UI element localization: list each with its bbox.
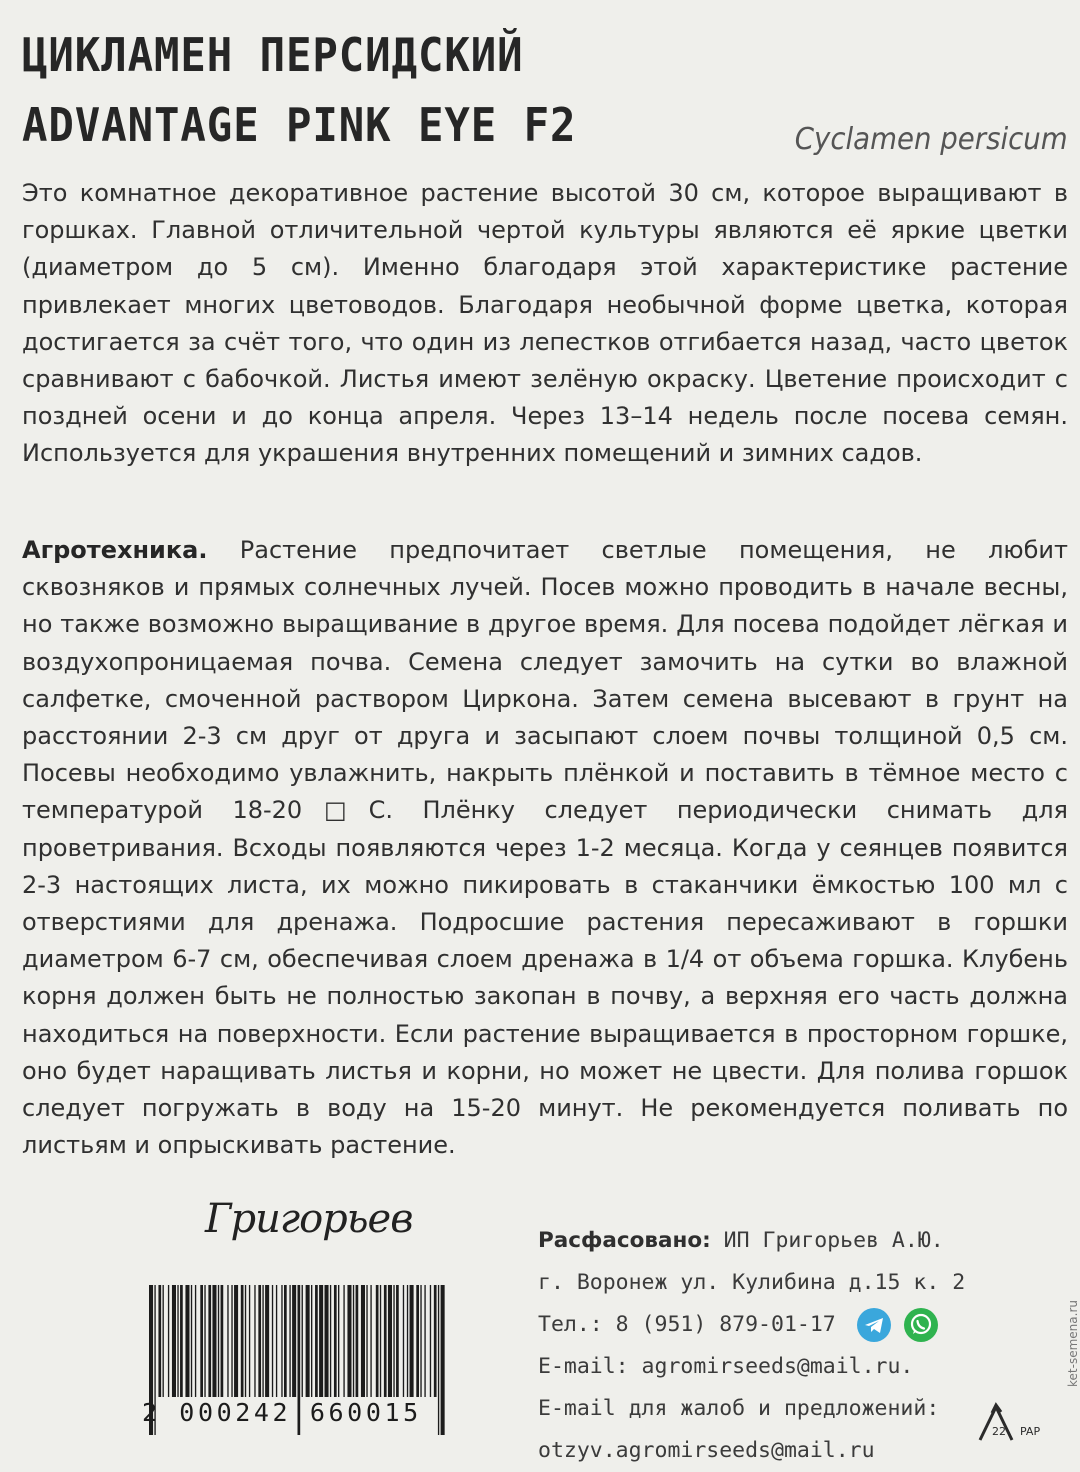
latin-name: Cyclamen persicum — [795, 122, 1068, 157]
barcode-bar — [292, 1285, 296, 1397]
barcode-bar — [407, 1285, 408, 1397]
barcode-bar — [234, 1285, 238, 1397]
agrotechnics-text: Растение предпочитает светлые помещения, не любит сквозняков и прямых солнечных лучей. Посев можно проводить в начале весны, но также возможно выращивание в другое время. Для посева подойдет лёгкая и воздухопроницаемая почва. Семена следует замочить на сутки во влажной салфетке, смоченной раствором Циркона. Затем семена высевают в грунт на расстоянии 2-3 см друг от друга и засыпают слоем почвы толщиной 0,5 см. Посевы необходимо увлажнить, накрыть плёнкой и поставить в тёмное место с температурой 18-20□С. Плёнку следует периодически снимать для проветривания. Всходы появляются через 1-2 месяца. Когда у сеянцев появится 2-3 настоящих листа, их можно пикировать в стаканчики ёмкостью 100 мл с отверстиями для дренажа. Подросшие растения пересаживают в горшки диаметром 6-7 см, обеспечивая слоем дренажа в 1/4 от объема горшка. Клубень корня должен быть не полностью закопан в почву, а верхняя его часть должна находиться на поверхности. Если растение выращивается в просторном горшке, оно будет наращивать листья и корни, но может не цвести. Для полива горшок следует погружать в воду на 15-20 минут. Не рекомендуется поливать по листьям и опрыскивать растение. — [22, 536, 1068, 1160]
barcode-bar — [319, 1285, 323, 1397]
barcode-bar — [163, 1285, 164, 1397]
barcode-bar — [158, 1285, 161, 1397]
barcode-bar — [258, 1285, 261, 1397]
barcode-bar — [172, 1285, 176, 1397]
barcode-bar — [204, 1285, 205, 1397]
brand-logo: Григорьев — [205, 1196, 413, 1242]
barcode-bar — [330, 1285, 331, 1397]
barcode-bar — [231, 1285, 232, 1397]
barcode-bar — [338, 1285, 339, 1397]
agrotechnics-paragraph — [22, 532, 1068, 1164]
barcode-bar — [393, 1285, 394, 1397]
barcode-bar — [227, 1285, 228, 1397]
barcode-bar — [403, 1285, 404, 1397]
barcode-bar — [276, 1285, 277, 1397]
barcode-bar — [281, 1285, 282, 1397]
barcode-bar — [410, 1285, 414, 1397]
packer-email: E-mail: agromirseeds@mail.ru. — [538, 1354, 914, 1379]
barcode-bar — [191, 1285, 192, 1397]
barcode-bar — [249, 1285, 250, 1397]
barcode-bar — [254, 1285, 255, 1397]
packer-label: Расфасовано: — [538, 1228, 711, 1253]
barcode-bar — [376, 1285, 379, 1397]
barcode-bar — [302, 1285, 303, 1397]
barcode-bar — [200, 1285, 203, 1397]
barcode-bar — [195, 1285, 196, 1397]
barcode-bar — [208, 1285, 211, 1397]
recycle-code: 22 — [992, 1425, 1006, 1438]
recycle-material: PAP — [1020, 1425, 1041, 1438]
recycle-icon — [970, 1395, 1050, 1440]
barcode-bar — [366, 1285, 367, 1397]
barcode-bar — [185, 1285, 189, 1397]
barcode-bar — [388, 1285, 392, 1397]
barcode-bar — [434, 1285, 437, 1397]
barcode-bar — [212, 1285, 216, 1397]
barcode-bar — [361, 1285, 365, 1397]
barcode-digits: 2 000242 660015 — [142, 1398, 422, 1427]
barcode-bar — [306, 1285, 310, 1397]
barcode-bar — [356, 1285, 359, 1397]
barcode-bar — [245, 1285, 246, 1397]
barcode-bar — [315, 1285, 318, 1397]
barcode-bar — [430, 1285, 431, 1397]
title-line-2: ADVANTAGE PINK EYE F2 — [22, 98, 577, 152]
barcode-bar — [334, 1285, 337, 1397]
barcode-bar — [380, 1285, 381, 1397]
packer-address: г. Воронеж ул. Кулибина д.15 к. 2 — [538, 1270, 966, 1295]
barcode-bar — [347, 1285, 351, 1397]
barcode-bar — [353, 1285, 354, 1397]
barcode-bar — [262, 1285, 263, 1397]
barcode-bar — [416, 1285, 419, 1397]
description-paragraph: Это комнатное декоративное растение высотой 30 см, которое выращивают в горшках. Главной отличительной чертой культуры являются её яркие цветки (диаметром до 5 см). Именно благодаря этой характеристике растение привлекает многих цветоводов. Благодаря необычной форме цветка, которая достигается за счёт того, что один из лепестков отгибается назад, часто цветок сравнивают с бабочкой. Листья имеют зелёную окраску. Цветение происходит с поздней осени и до конца апреля. Через 13–14 недель после посева семян. Используется для украшения внутренних помещений и зимних садов. — [22, 179, 1068, 468]
barcode-bar — [221, 1285, 224, 1397]
barcode-bar — [384, 1285, 387, 1397]
complaints-email: otzyv.agromirseeds@mail.ru — [538, 1438, 875, 1463]
barcode-bar — [218, 1285, 219, 1397]
packer-line — [538, 1220, 1058, 1262]
phone-line — [538, 1304, 1058, 1346]
barcode-bar — [370, 1285, 371, 1397]
edge-website: ket-semena.ru — [1066, 1300, 1080, 1387]
barcode-bar — [438, 1285, 439, 1435]
barcode-bar — [272, 1285, 273, 1397]
packer-name: ИП Григорьев А.Ю. — [710, 1228, 944, 1253]
title-line-1: ЦИКЛАМЕН ПЕРСИДСКИЙ — [22, 28, 524, 82]
whatsapp-icon[interactable] — [904, 1308, 938, 1342]
barcode-bar — [284, 1285, 287, 1397]
agrotechnics-label: Агротехника. — [22, 536, 208, 564]
barcode-bar — [289, 1285, 290, 1397]
barcode-bar — [325, 1285, 329, 1397]
barcode-bar — [396, 1285, 399, 1397]
complaints-label: E-mail для жалоб и предложений: — [538, 1396, 940, 1421]
barcode-bar — [311, 1285, 312, 1397]
barcode-bar — [441, 1285, 445, 1435]
telegram-icon[interactable] — [857, 1308, 891, 1342]
barcode-bar — [177, 1285, 178, 1397]
barcode-bar — [424, 1285, 425, 1397]
barcode-bar — [343, 1285, 344, 1397]
barcode-bar — [420, 1285, 421, 1397]
barcode-bar — [168, 1285, 169, 1397]
packer-phone: Тел.: 8 (951) 879-01-17 — [538, 1312, 836, 1337]
barcode-bar — [241, 1285, 244, 1397]
barcode-bar — [265, 1285, 269, 1397]
barcode-bar — [180, 1285, 183, 1397]
